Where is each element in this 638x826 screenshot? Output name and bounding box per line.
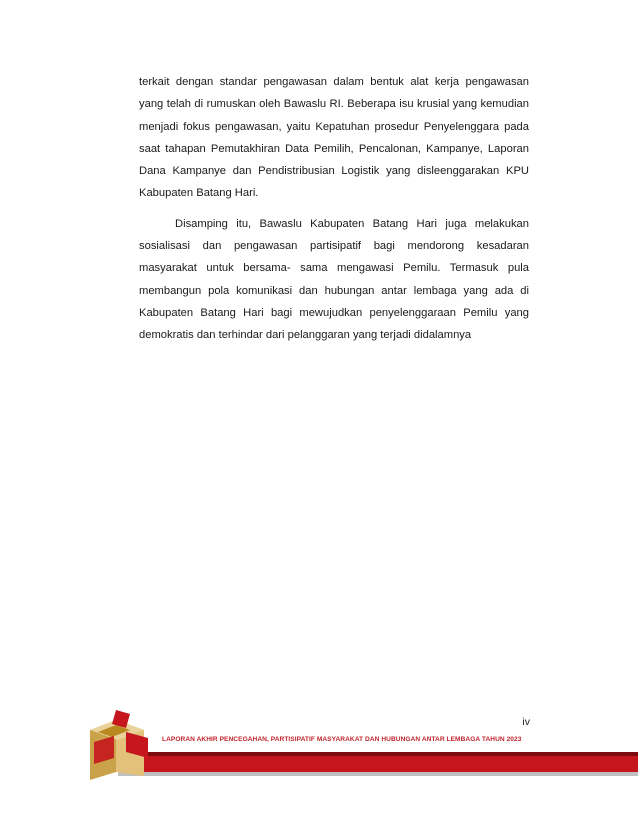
- footer-title: LAPORAN AKHIR PENCEGAHAN, PARTISIPATIF MASYARAKAT DAN HUBUNGAN ANTAR LEMBAGA TAHUN 2023: [162, 736, 522, 743]
- ballot-box-logo-icon: [86, 708, 150, 782]
- page-number: iv: [522, 716, 530, 728]
- footer-band-grey: [118, 772, 638, 776]
- body-text: [139, 71, 529, 347]
- paragraph-2: Disamping itu, Bawaslu Kabupaten Batang Hari juga melakukan sosialisasi dan pengawasan partisipatif bagi mendorong kesadaran masyarakat untuk bersama- sama mengawasi Pemilu. Termasuk pula membangun pola komunikasi dan hubungan antar lembaga yang ada di Kabupaten Batang Hari bagi mewujudkan penyelenggaraan Pemilu yang demokratis dan terhindar dari pelanggaran yang terjadi didalamnya: [139, 217, 529, 342]
- paragraph-1: terkait dengan standar pengawasan dalam bentuk alat kerja pengawasan yang telah di rumuskan oleh Bawaslu RI. Beberapa isu krusial yang kemudian menjadi fokus pengawasan, yaitu Kepatuhan prosedur Penyelenggara pada saat tahapan Pemutakhiran Data Pemilih, Pencalonan, Kampanye, Laporan Dana Kampanye dan Pendistribusian Logistik yang disleenggarakan KPU Kabupaten Batang Hari.: [139, 76, 529, 200]
- footer-band-red: [118, 756, 638, 772]
